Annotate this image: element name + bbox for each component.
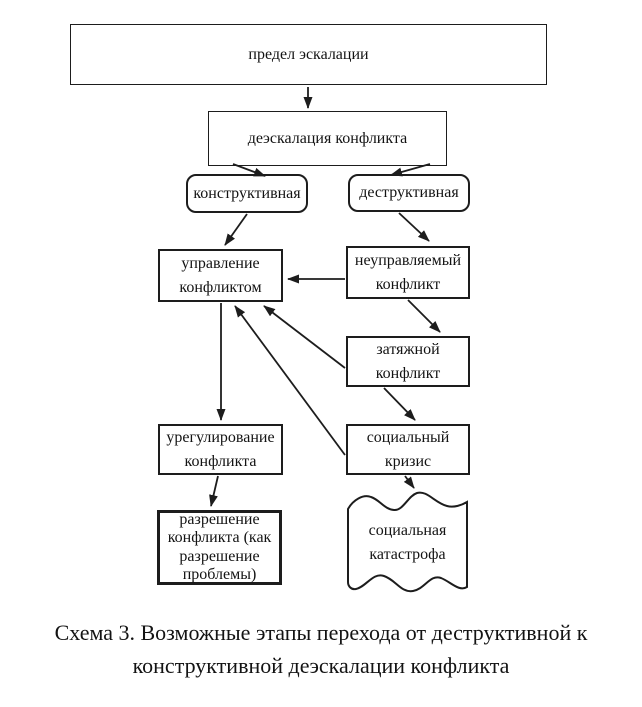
arrow-crisis-to-catastrophe	[405, 476, 414, 488]
node-social-catastrophe: социальная катастрофа	[368, 522, 447, 563]
arrow-constructive-to-management	[225, 214, 247, 245]
arrow-settlement-to-resolution	[211, 476, 218, 506]
node-conflict-management: управление конфликтом	[158, 249, 283, 302]
node-social-crisis: социальный кризис	[346, 424, 470, 475]
arrow-protracted-to-crisis	[384, 388, 415, 420]
arrow-unmanaged-to-protracted	[408, 300, 440, 332]
node-escalation-limit: предел эскалации	[70, 24, 547, 85]
node-constructive: конструктивная	[186, 174, 308, 213]
arrow-destructive-to-unmanaged	[399, 213, 429, 241]
node-unmanaged-conflict: неуправляемый конфликт	[346, 246, 470, 299]
figure-caption-line2: конструктивной деэскалации конфликта	[132, 653, 510, 678]
node-protracted-conflict: затяжной конфликт	[346, 336, 470, 387]
node-conflict-deescalation: деэскалация конфликта	[208, 111, 447, 166]
node-conflict-resolution: разрешение конфликта (как разрешение проблемы)	[157, 510, 282, 585]
arrow-protracted-to-management	[264, 306, 345, 368]
figure-caption-line1: Схема 3. Возможные этапы перехода от деструктивной к	[54, 620, 588, 645]
node-conflict-settlement: урегулирование конфликта	[158, 424, 283, 475]
figure-caption	[0, 616, 642, 682]
node-destructive: деструктивная	[348, 174, 470, 212]
